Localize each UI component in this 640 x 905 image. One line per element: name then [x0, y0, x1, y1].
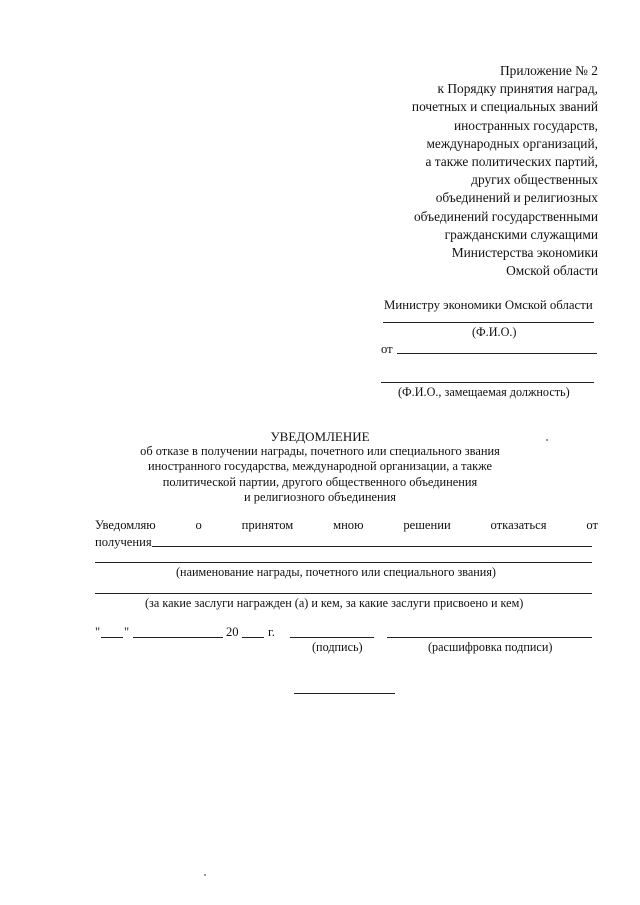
- date-year-suffix: г.: [268, 625, 275, 639]
- date-month-line[interactable]: [133, 637, 223, 638]
- body-receiving-label: получения: [95, 535, 152, 549]
- signature-decode-caption: (расшифровка подписи): [428, 640, 553, 654]
- notice-body-line: [95, 518, 598, 533]
- body-word: от: [586, 518, 598, 532]
- appendix-line: к Порядку принятия наград,: [437, 81, 598, 97]
- addressee-fio-line[interactable]: [383, 322, 594, 323]
- appendix-line: иностранных государств,: [453, 117, 598, 133]
- signature-caption: (подпись): [312, 640, 363, 654]
- body-word: о: [195, 518, 202, 532]
- from-label: от: [381, 342, 393, 356]
- fio-caption: (Ф.И.О.): [472, 325, 517, 339]
- body-word: Уведомляю: [95, 518, 156, 532]
- notice-subtitle: [0, 444, 640, 506]
- appendix-line: международных организаций,: [426, 135, 598, 151]
- appendix-line: объединений и религиозных: [435, 190, 598, 206]
- scan-speck: [546, 439, 548, 441]
- closing-separator: [294, 693, 395, 694]
- scan-speck: [204, 874, 206, 876]
- signature-decode-line[interactable]: [387, 637, 592, 638]
- signature-line[interactable]: [290, 637, 374, 638]
- appendix-line: Министерства экономики: [451, 245, 598, 261]
- subtitle-line: политической партии, другого общественного объединения: [162, 474, 478, 489]
- appendix-line: других общественных: [471, 172, 598, 188]
- merits-line[interactable]: [95, 593, 592, 594]
- subtitle-line: иностранного государства, международной организации, а также: [147, 459, 493, 474]
- appendix-line: Приложение № 2: [499, 63, 598, 78]
- notice-title: УВЕДОМЛЕНИЕ: [270, 429, 370, 444]
- award-caption: (наименование награды, почетного или специального звания): [176, 565, 496, 579]
- body-word: решении: [403, 518, 451, 532]
- appendix-header: [338, 62, 598, 280]
- fio-position-line[interactable]: [381, 382, 594, 383]
- addressee-minister: Министру экономики Омской области: [384, 298, 593, 312]
- from-line[interactable]: [397, 353, 597, 354]
- body-word: отказаться: [490, 518, 547, 532]
- award-name-line[interactable]: [95, 562, 592, 563]
- body-word: принятом: [241, 518, 294, 532]
- date-year-line[interactable]: [242, 637, 264, 638]
- subtitle-line: об отказе в получении награды, почетного или специального звания: [140, 444, 500, 458]
- appendix-line: а также политических партий,: [425, 154, 598, 170]
- receiving-line[interactable]: [152, 546, 592, 547]
- appendix-line: гражданскими служащими: [444, 226, 598, 242]
- date-day-line[interactable]: [101, 637, 123, 638]
- subtitle-line: и религиозного объединения: [244, 490, 396, 505]
- appendix-line: объединений государственными: [413, 208, 598, 224]
- body-word: мною: [333, 518, 364, 532]
- date-year-prefix: 20: [226, 625, 239, 639]
- fio-position-caption: (Ф.И.О., замещаемая должность): [398, 385, 570, 399]
- appendix-line: почетных и специальных званий: [411, 99, 598, 115]
- date-quote-close: ": [124, 625, 130, 639]
- appendix-line: Омской области: [506, 263, 598, 279]
- merits-caption: (за какие заслуги награжден (а) и кем, за какие заслуги присвоено и кем): [145, 596, 524, 610]
- date-quote-open: ": [95, 625, 101, 639]
